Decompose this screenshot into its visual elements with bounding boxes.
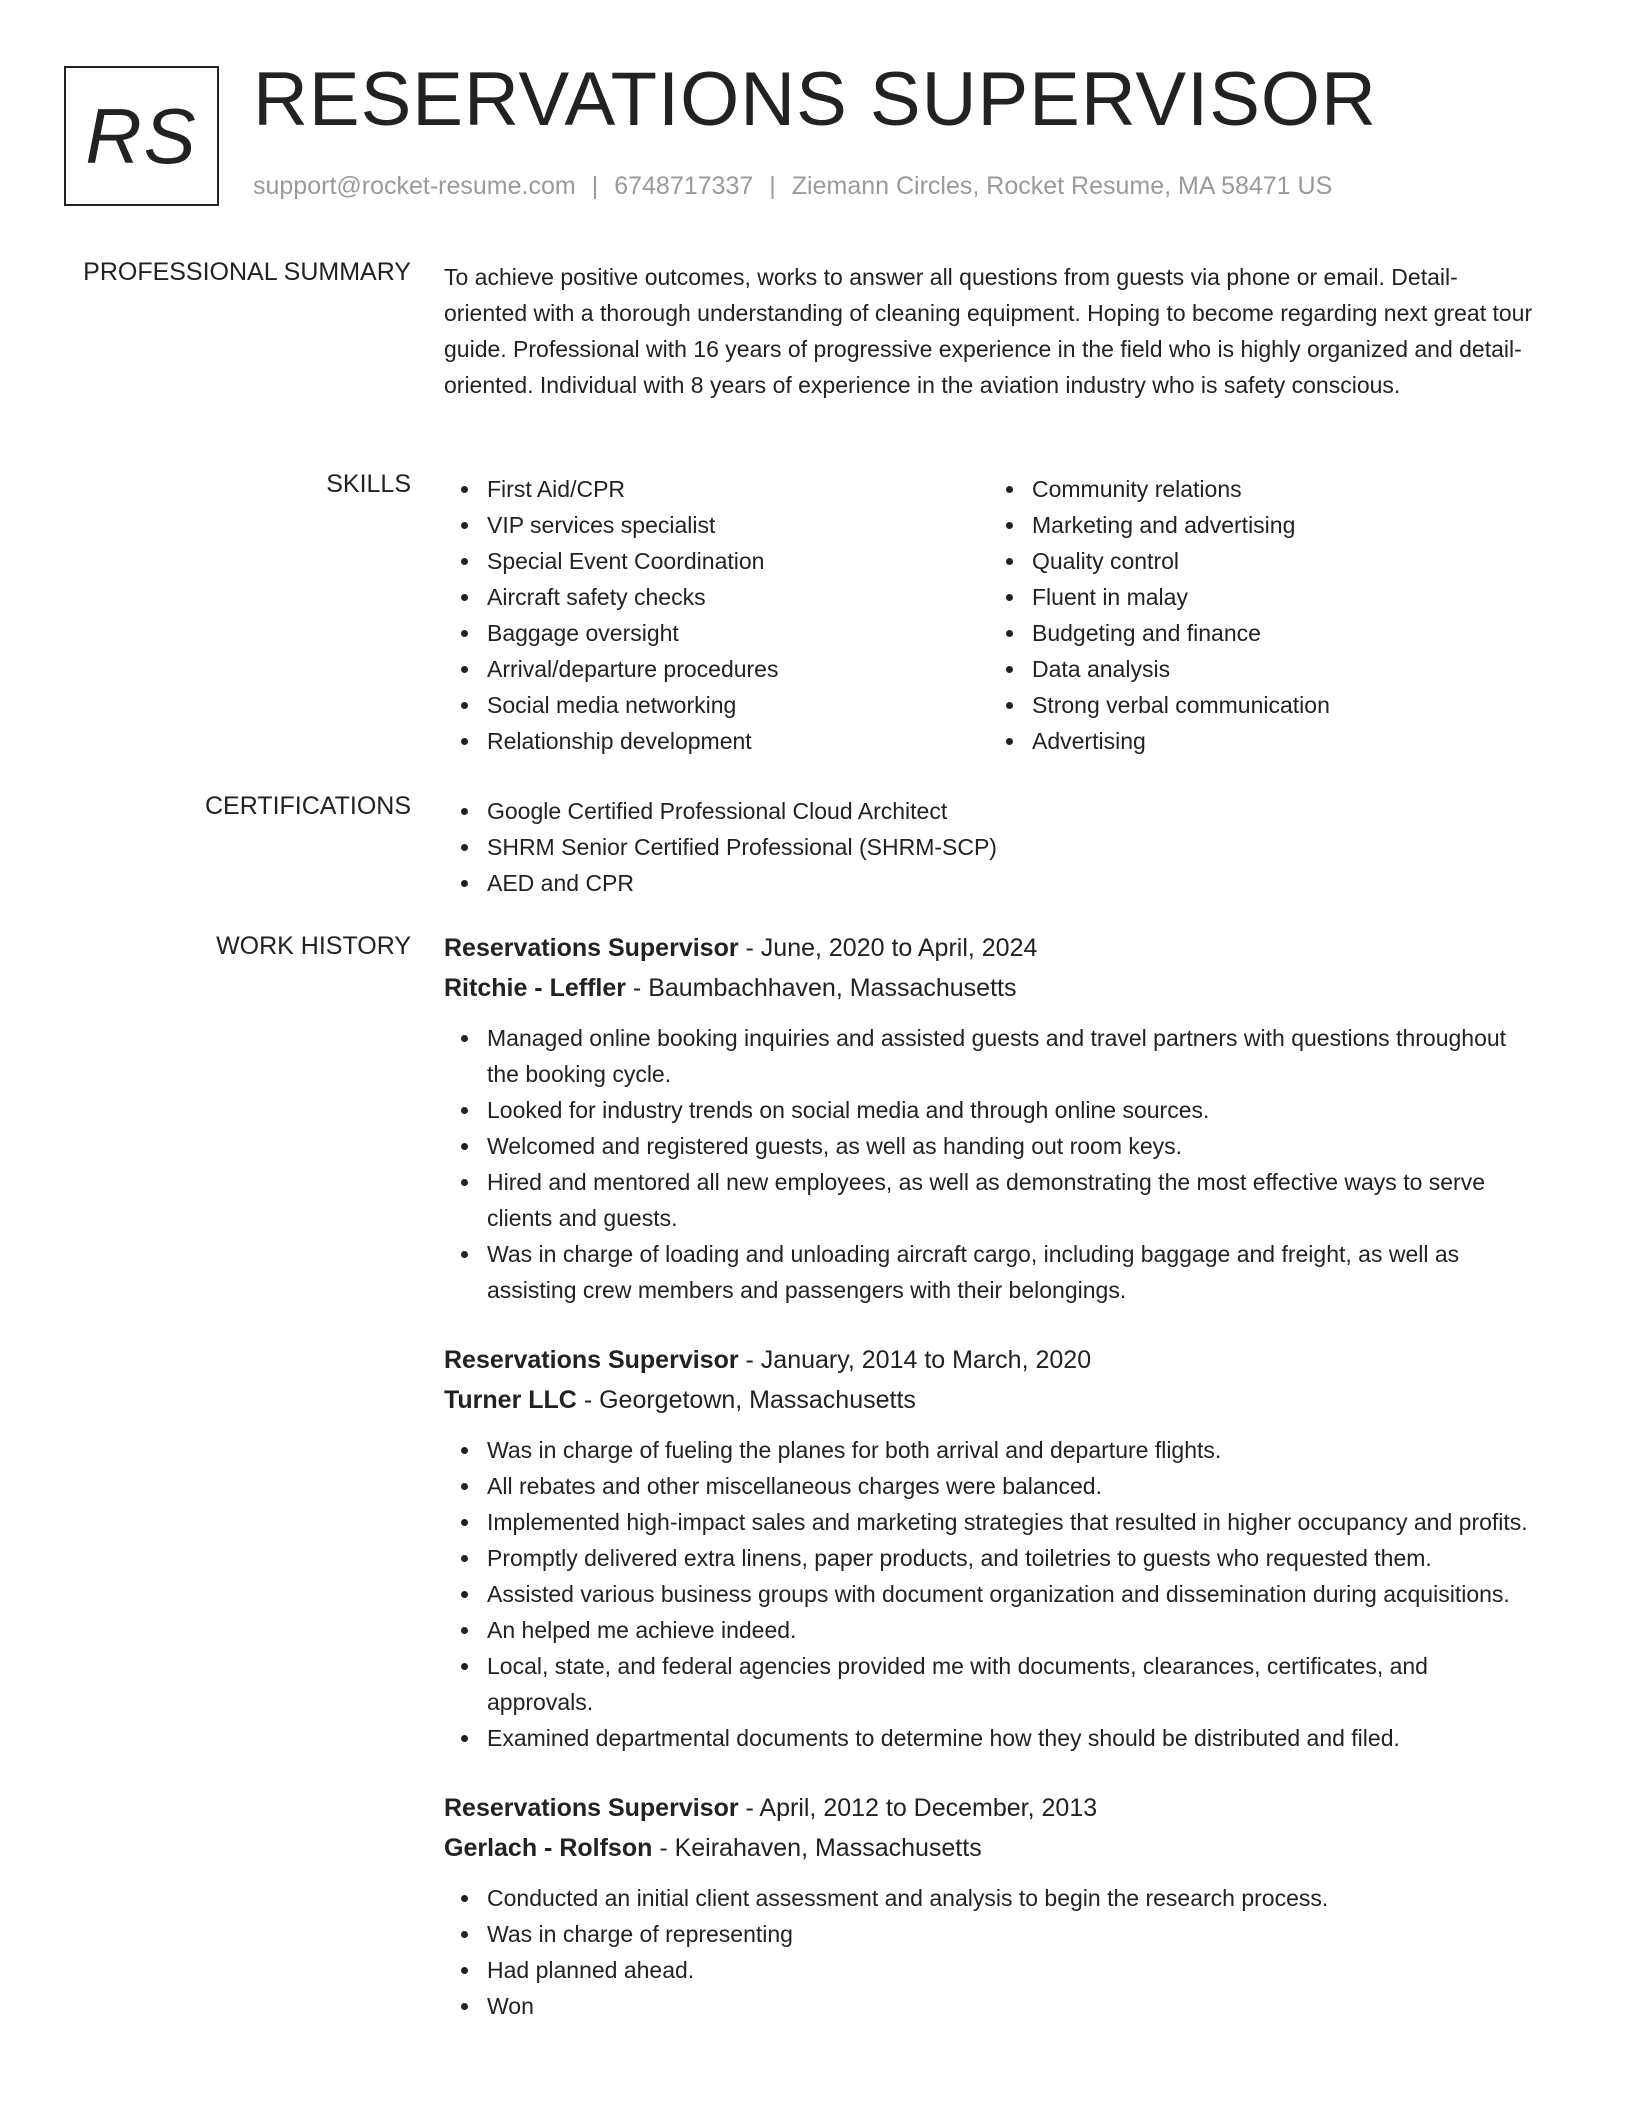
job-bullet: Conducted an initial client assessment and analysis to begin the research process.	[444, 1880, 1536, 1916]
job-bullet: Welcomed and registered guests, as well as handing out room keys.	[444, 1128, 1536, 1164]
job-bullet: An helped me achieve indeed.	[444, 1612, 1536, 1648]
job-company: Turner LLC	[444, 1386, 577, 1414]
job-bullet: Was in charge of fueling the planes for both arrival and departure flights.	[444, 1432, 1536, 1468]
skills-label: SKILLS	[326, 470, 411, 498]
job-title-line	[444, 1788, 1536, 1828]
contact-email: support@rocket-resume.com	[253, 172, 576, 200]
skill-item: Special Event Coordination	[444, 543, 964, 579]
job-bullet: Looked for industry trends on social media and through online sources.	[444, 1092, 1536, 1128]
certification-item: Google Certified Professional Cloud Architect	[444, 793, 1536, 829]
job-dates: - June, 2020 to April, 2024	[738, 934, 1038, 962]
contact-phone: 6748717337	[614, 172, 754, 200]
work-history-label: WORK HISTORY	[216, 932, 411, 960]
certifications-label: CERTIFICATIONS	[204, 792, 411, 820]
job-dates: - April, 2012 to December, 2013	[738, 1794, 1098, 1822]
job-company-line	[444, 968, 1536, 1008]
job-company: Gerlach - Rolfson	[444, 1834, 653, 1862]
skill-item: Baggage oversight	[444, 615, 964, 651]
skill-item: Arrival/departure procedures	[444, 651, 964, 687]
job-bullet: Won	[444, 1988, 1536, 2024]
job-bullet: Implemented high-impact sales and marketing strategies that resulted in higher occupancy and profits.	[444, 1504, 1536, 1540]
skill-item: Advertising	[989, 723, 1509, 759]
summary-label: PROFESSIONAL SUMMARY	[83, 258, 411, 286]
skill-item: Data analysis	[989, 651, 1509, 687]
job-bullet: Managed online booking inquiries and assisted guests and travel partners with questions throughout the booking cycle.	[444, 1020, 1536, 1092]
skill-item: Community relations	[989, 471, 1509, 507]
certifications-body	[444, 793, 1536, 901]
job-location: - Georgetown, Massachusetts	[576, 1386, 916, 1414]
job-bullet: All rebates and other miscellaneous charges were balanced.	[444, 1468, 1536, 1504]
skill-item: Strong verbal communication	[989, 687, 1509, 723]
skill-item: First Aid/CPR	[444, 471, 964, 507]
skill-item: Aircraft safety checks	[444, 579, 964, 615]
skills-list-left	[444, 471, 964, 759]
skill-item: VIP services specialist	[444, 507, 964, 543]
job-location: - Baumbachhaven, Massachusetts	[625, 974, 1017, 1002]
monogram: RS	[64, 66, 219, 206]
job-bullet: Promptly delivered extra linens, paper products, and toiletries to guests who requested them.	[444, 1540, 1536, 1576]
contact-line	[253, 172, 1332, 201]
contact-separator: |	[769, 172, 776, 200]
skill-item: Fluent in malay	[989, 579, 1509, 615]
job-bullets	[444, 1880, 1536, 2024]
job-dates: - January, 2014 to March, 2020	[738, 1346, 1092, 1374]
job-bullet: Local, state, and federal agencies provided me with documents, clearances, certificates, and approvals.	[444, 1648, 1536, 1720]
job-company-line	[444, 1828, 1536, 1868]
job-entry	[444, 1788, 1536, 2024]
job-bullet: Hired and mentored all new employees, as well as demonstrating the most effective ways to serve clients and guests.	[444, 1164, 1536, 1236]
job-entry	[444, 1340, 1536, 1756]
contact-address: Ziemann Circles, Rocket Resume, MA 58471 US	[791, 172, 1333, 200]
job-bullet: Had planned ahead.	[444, 1952, 1536, 1988]
job-bullet: Was in charge of loading and unloading aircraft cargo, including baggage and freight, as well as assisting crew members and passengers with their belongings.	[444, 1236, 1536, 1308]
skill-item: Quality control	[989, 543, 1509, 579]
skills-list-right	[989, 471, 1509, 759]
job-bullets	[444, 1432, 1536, 1756]
certification-item: SHRM Senior Certified Professional (SHRM-SCP)	[444, 829, 1536, 865]
job-bullets	[444, 1020, 1536, 1308]
skill-item: Budgeting and finance	[989, 615, 1509, 651]
skill-item: Relationship development	[444, 723, 964, 759]
summary-text: To achieve positive outcomes, works to answer all questions from guests via phone or email. Detail-oriented with a thorough understanding of cleaning equipment. Hoping to become regarding next great tour guide. Professional with 16 years of progressive experience in the field who is highly organized and detail-oriented. Individual with 8 years of experience in the aviation industry who is safety conscious.	[444, 264, 1533, 398]
job-title: Reservations Supervisor	[444, 1794, 739, 1822]
job-company: Ritchie - Leffler	[444, 974, 626, 1002]
job-title: Reservations Supervisor	[444, 934, 739, 962]
resume-name: RESERVATIONS SUPERVISOR	[253, 57, 1377, 142]
job-bullet: Was in charge of representing	[444, 1916, 1536, 1952]
certifications-list	[444, 793, 1536, 901]
job-title-line	[444, 1340, 1536, 1380]
job-bullet: Assisted various business groups with document organization and dissemination during acquisitions.	[444, 1576, 1536, 1612]
work-history-body	[444, 928, 1536, 2024]
job-company-line	[444, 1380, 1536, 1420]
job-title-line	[444, 928, 1536, 968]
job-title: Reservations Supervisor	[444, 1346, 739, 1374]
certification-item: AED and CPR	[444, 865, 1536, 901]
job-bullet: Examined departmental documents to determine how they should be distributed and filed.	[444, 1720, 1536, 1756]
skill-item: Marketing and advertising	[989, 507, 1509, 543]
skill-item: Social media networking	[444, 687, 964, 723]
contact-separator: |	[591, 172, 599, 200]
job-location: - Keirahaven, Massachusetts	[652, 1834, 982, 1862]
job-entry	[444, 928, 1536, 1308]
